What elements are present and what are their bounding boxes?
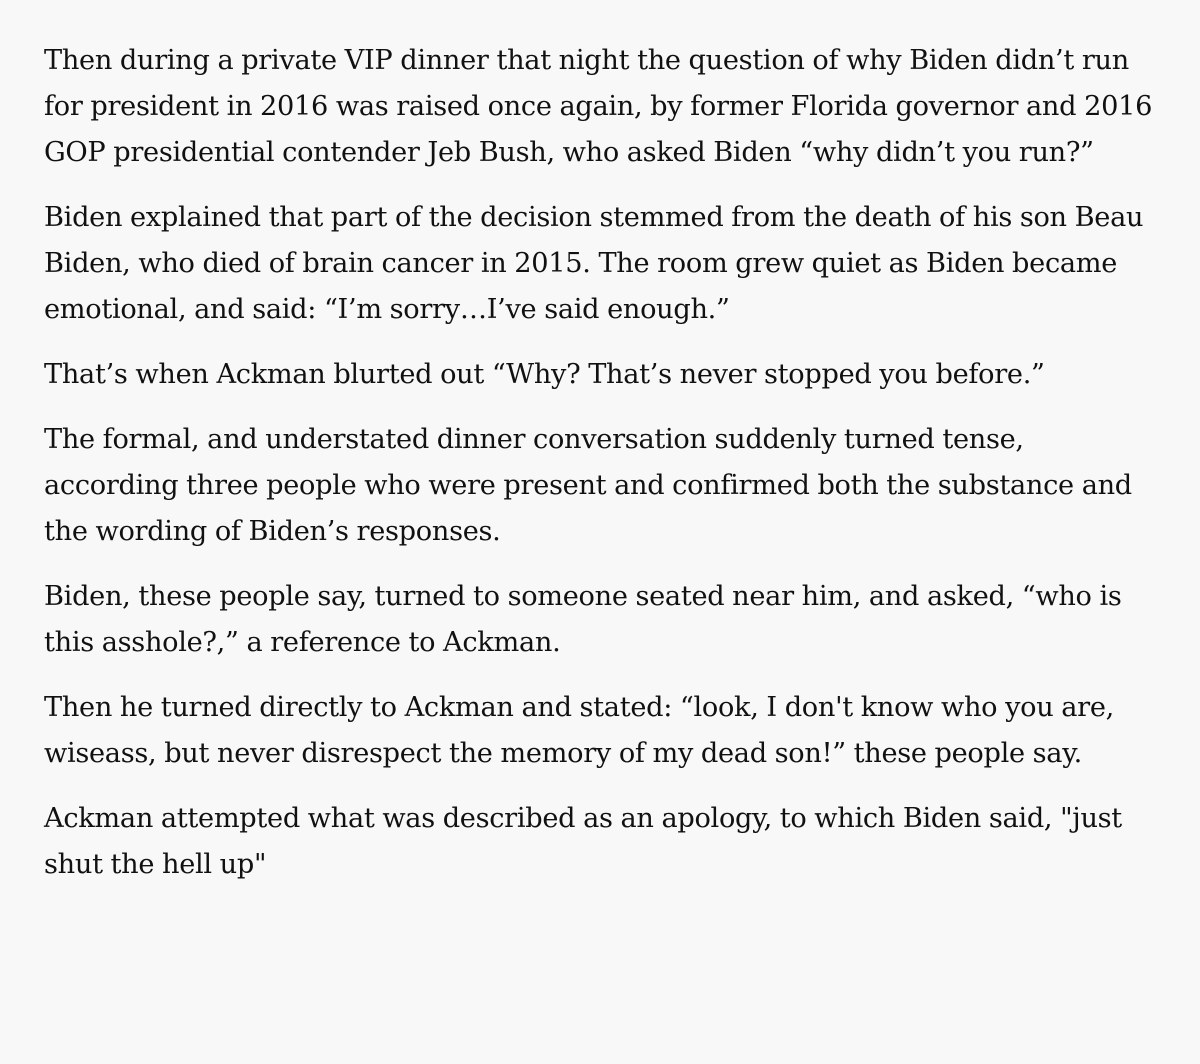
paragraph-2 <box>44 195 1180 333</box>
paragraph-6 <box>44 685 1180 777</box>
paragraph-line: The formal, and understated dinner conversation suddenly turned tense, <box>44 424 1024 455</box>
paragraph-line: Biden explained that part of the decision stemmed from the death of his son Beau <box>44 202 1144 233</box>
paragraph-4 <box>44 417 1180 555</box>
paragraph-line: Biden, these people say, turned to someone seated near him, and asked, “who is <box>44 581 1122 612</box>
paragraph-1 <box>44 38 1180 176</box>
paragraph-line: Ackman attempted what was described as an apology, to which Biden said, "just <box>44 803 1122 834</box>
paragraph-line: GOP presidential contender Jeb Bush, who asked Biden “why didn’t you run?” <box>44 137 1094 168</box>
paragraph-line: shut the hell up" <box>44 849 267 880</box>
paragraph-line: Biden, who died of brain cancer in 2015. The room grew quiet as Biden became <box>44 248 1118 279</box>
paragraph-line: for president in 2016 was raised once again, by former Florida governor and 2016 <box>44 91 1153 122</box>
paragraph-line: the wording of Biden’s responses. <box>44 516 501 547</box>
paragraph-line: emotional, and said: “I’m sorry…I’ve said enough.” <box>44 294 730 325</box>
paragraph-line: this asshole?,” a reference to Ackman. <box>44 627 561 658</box>
paragraph-line: Then during a private VIP dinner that night the question of why Biden didn’t run <box>44 45 1129 76</box>
paragraph-line: wiseass, but never disrespect the memory of my dead son!” these people say. <box>44 738 1082 769</box>
paragraph-7 <box>44 796 1180 888</box>
paragraph-5 <box>44 574 1180 666</box>
paragraph-line: Then he turned directly to Ackman and stated: “look, I don't know who you are, <box>44 692 1114 723</box>
paragraph-line: according three people who were present and confirmed both the substance and <box>44 470 1132 501</box>
paragraph-3 <box>44 352 1180 398</box>
paragraph-line: That’s when Ackman blurted out “Why? That’s never stopped you before.” <box>44 359 1045 390</box>
